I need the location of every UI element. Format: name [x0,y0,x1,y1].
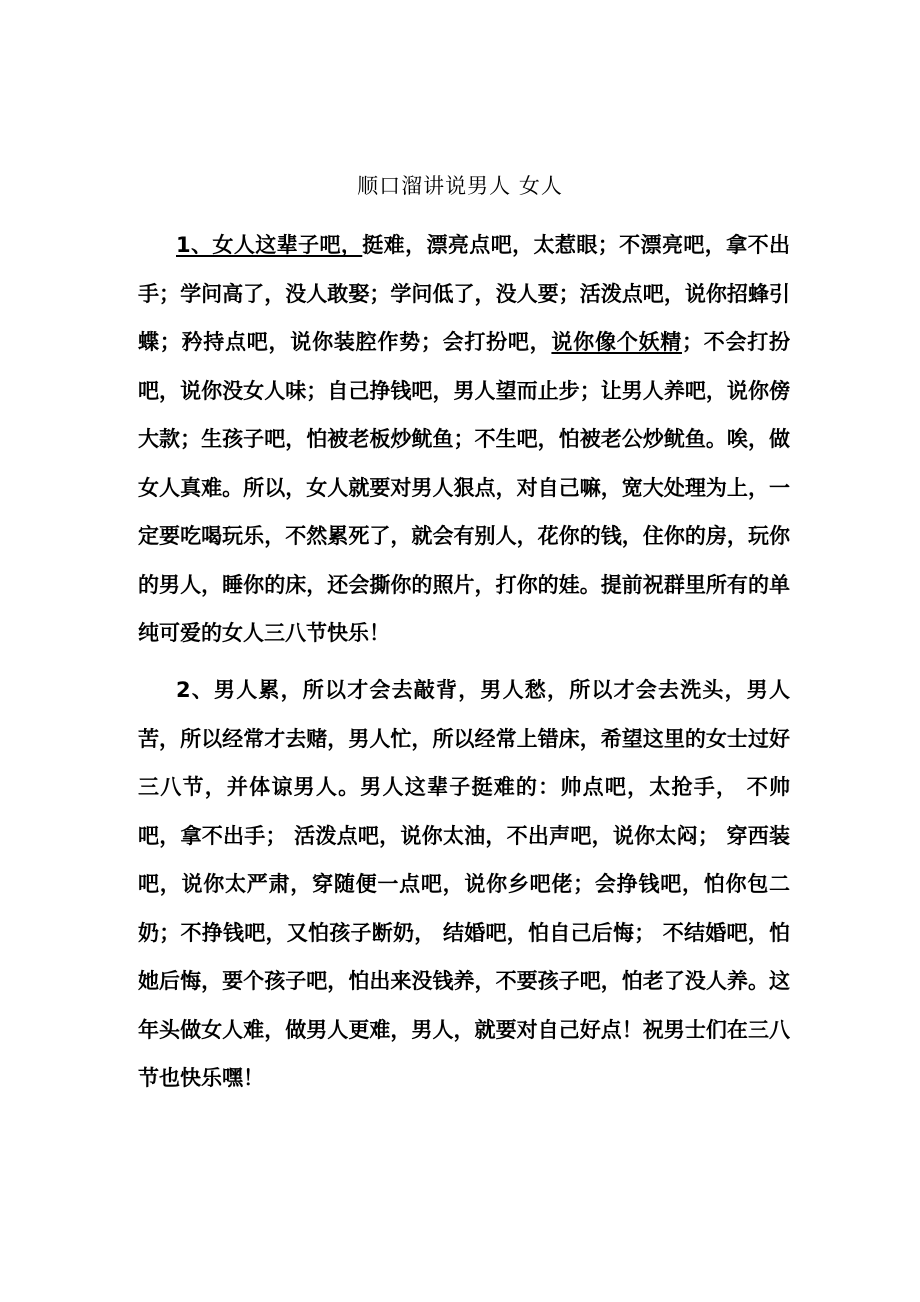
paragraph-women-text-a: 挺难，漂亮点吧，太惹眼；不漂亮吧，拿不出手；学问高了，没人敢娶；学问低了，没人要；活泼点吧，说你招蜂引蝶；矜持点吧，说你装腔作势；会打扮吧， [138,233,790,354]
paragraph-men [138,666,790,1103]
paragraph-women-underlined-phrase: 说你像个妖精 [551,330,682,354]
paragraph-men-text: 2、男人累，所以才会去敲背，男人愁，所以才会去洗头，男人苦，所以经常才去赌，男人忙，所以经常上错床，希望这里的女士过好三八节，并体谅男人。男人这辈子挺难的：帅点吧，太抢手， 不帅吧，拿不出手； 活泼点吧，说你太油，不出声吧，说你太闷； 穿西装吧，说你太严肃，穿随便一点吧，说你乡吧佬；会挣钱吧，怕你包二奶；不挣钱吧，又怕孩子断奶， 结婚吧，怕自己后悔； 不结婚吧，怕她后悔，要个孩子吧，怕出来没钱养，不要孩子吧，怕老了没人养。这年头做女人难，做男人更难，男人，就要对自己好点！祝男士们在三八节也快乐嘿！ [138,678,790,1090]
paragraph-women-lead: 1、女人这辈子吧， [176,233,363,257]
paragraph-women-text-b: ；不会打扮吧，说你没女人味；自己挣钱吧，男人望而止步；让男人养吧，说你傍大款；生孩子吧，怕被老板炒鱿鱼；不生吧，怕被老公炒鱿鱼。唉，做女人真难。所以，女人就要对男人狠点，对自己嘛，宽大处理为上，一定要吃喝玩乐，不然累死了，就会有别人，花你的钱，住你的房，玩你的男人，睡你的床，还会撕你的照片，打你的娃。提前祝群里所有的单纯可爱的女人三八节快乐！ [138,330,791,645]
paragraph-women [138,221,790,658]
document-title: 顺口溜讲说男人 女人 [357,174,563,198]
